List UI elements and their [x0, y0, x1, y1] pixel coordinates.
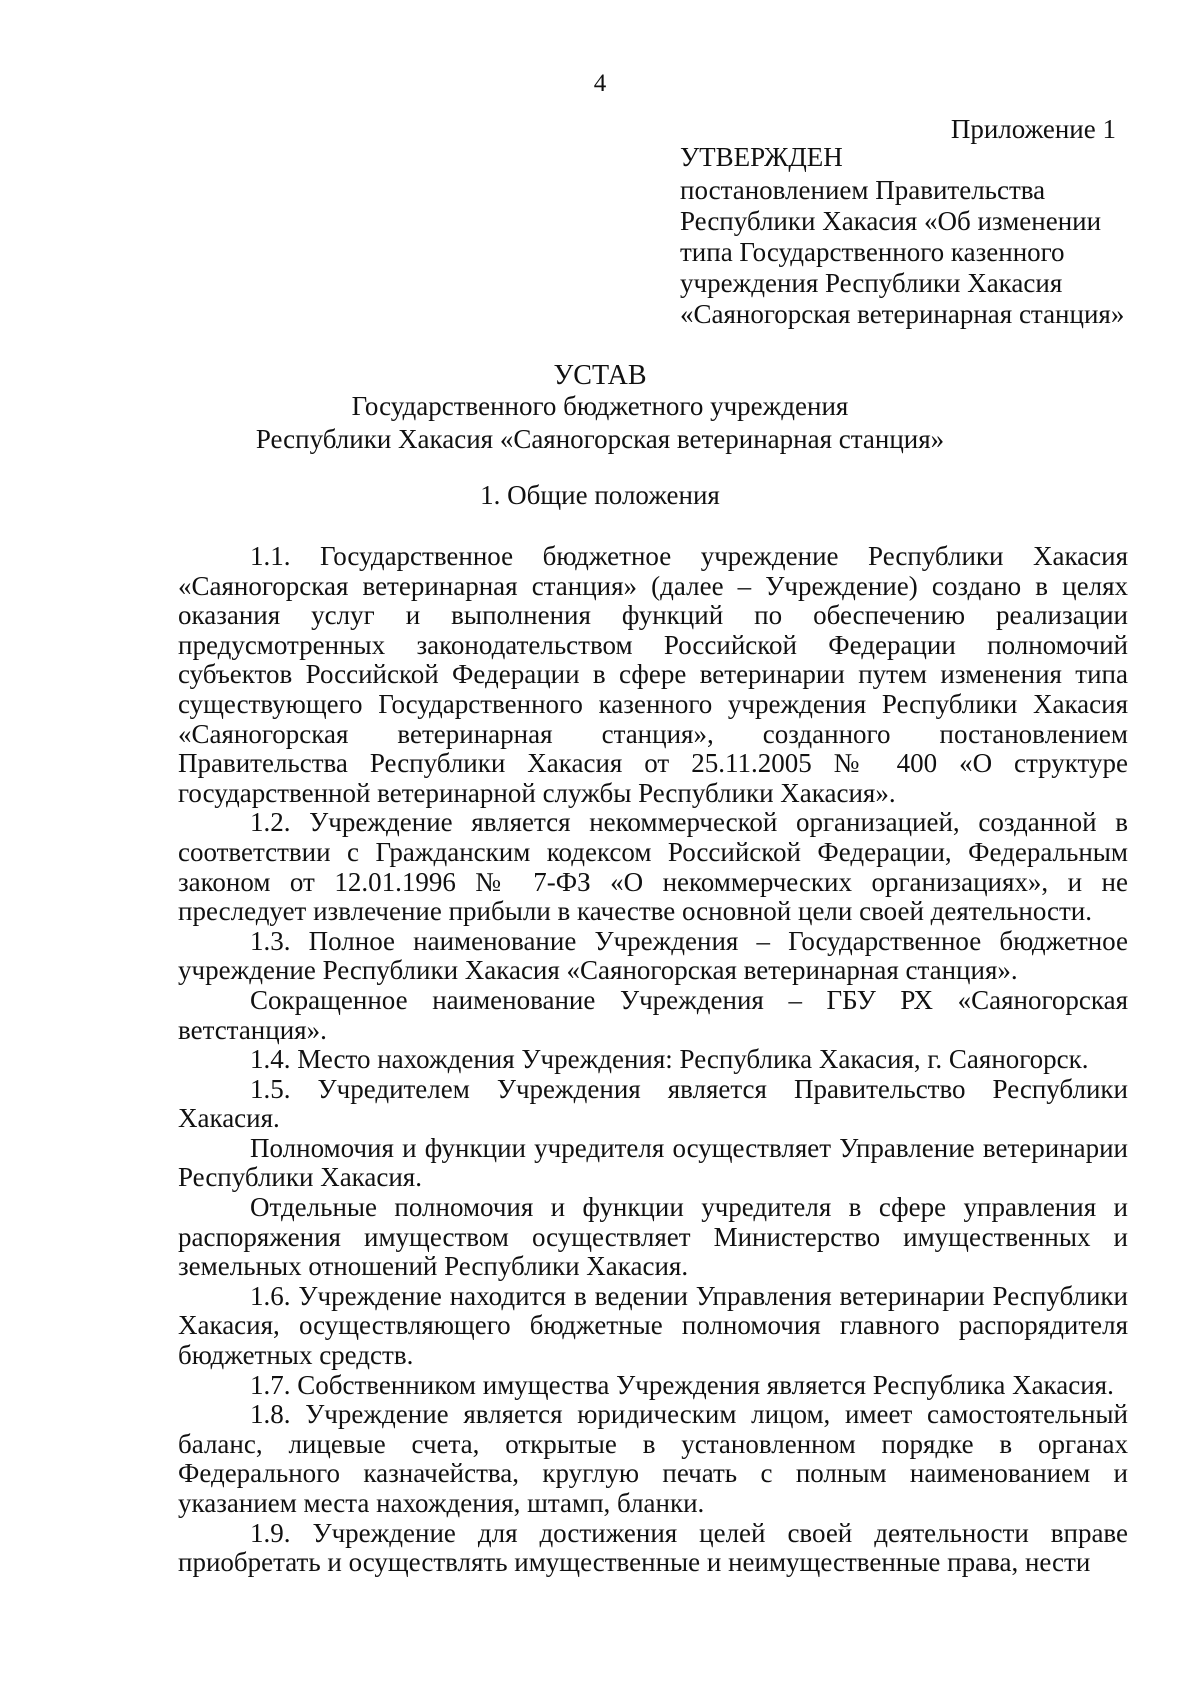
approval-line: «Саяногорская ветеринарная станция»: [680, 299, 1125, 329]
page-number: 4: [593, 70, 607, 97]
approval-line: Республики Хакасия «Об изменении: [680, 206, 1102, 236]
approval-line: учреждения Республики Хакасия: [680, 268, 1063, 298]
paragraph-1-5: 1.5. Учредителем Учреждения является Правительство Республики Хакасия.: [178, 1073, 1128, 1134]
paragraph-1-9: 1.9. Учреждение для достижения целей своей деятельности вправе приобретать и осуществлять имущественные и неимущественные права, нести: [178, 1517, 1128, 1578]
paragraph-1-1: 1.1. Государственное бюджетное учреждение Республики Хакасия «Саяногорская ветеринарная станция» (далее – Учреждение) создано в целях оказания услуг и выполнения функций по обеспечению реализации предусмотренных законодательством Российской Федерации полномочий субъектов Российской Федерации в сфере ветеринарии путем изменения типа существующего Государственного казенного учреждения Республики Хакасия «Саяногорская ветеринарная станция», созданного постановлением Правительства Республики Хакасия от 25.11.2005 № 400 «О структуре государственной ветеринарной службы Республики Хакасия».: [178, 541, 1128, 808]
section-title: 1. Общие положения: [480, 480, 720, 510]
approval-block: [680, 142, 1140, 330]
charter-subtitle-line: Республики Хакасия «Саяногорская ветеринарная станция»: [255, 424, 945, 454]
paragraph-founder-powers: Полномочия и функции учредителя осуществляет Управление ветеринарии Республики Хакасия.: [178, 1132, 1128, 1193]
paragraph-property-powers: Отдельные полномочия и функции учредителя в сфере управления и распоряжения имуществом осуществляет Министерство имущественных и земельных отношений Республики Хакасия.: [178, 1192, 1128, 1282]
approval-line: постановлением Правительства: [680, 175, 1046, 205]
charter-title: УСТАВ: [553, 360, 647, 391]
paragraph-short-name: Сокращенное наименование Учреждения – ГБУ РХ «Саяногорская ветстанция».: [178, 984, 1128, 1045]
approved-heading: УТВЕРЖДЕН: [680, 142, 843, 172]
appendix-label: Приложение 1: [950, 114, 1116, 144]
paragraph-1-7: 1.7. Собственником имущества Учреждения является Республика Хакасия.: [250, 1369, 1114, 1400]
paragraph-1-2: 1.2. Учреждение является некоммерческой организацией, созданной в соответствии с Гражданским кодексом Российской Федерации, Федеральным законом от 12.01.1996 № 7-ФЗ «О некоммерческих организациях», и не преследует извлечение прибыли в качестве основной цели своей деятельности.: [178, 807, 1128, 927]
paragraph-1-6: 1.6. Учреждение находится в ведении Управления ветеринарии Республики Хакасия, осуществляющего бюджетные полномочия главного распорядителя бюджетных средств.: [178, 1280, 1128, 1371]
paragraph-1-4: 1.4. Место нахождения Учреждения: Республика Хакасия, г. Саяногорск.: [250, 1044, 1089, 1075]
section-body: [178, 542, 1128, 1578]
paragraph-1-8: 1.8. Учреждение является юридическим лицом, имеет самостоятельный баланс, лицевые счета, открытые в установленном порядке в органах Федерального казначейства, круглую печать с полным наименованием и указанием места нахождения, штамп, бланки.: [178, 1399, 1128, 1518]
charter-subtitle-line: Государственного бюджетного учреждения: [351, 391, 849, 421]
approval-line: типа Государственного казенного: [680, 237, 1065, 267]
charter-subtitle: [0, 390, 1200, 456]
paragraph-1-3: 1.3. Полное наименование Учреждения – Государственное бюджетное учреждение Республики Хакасия «Саяногорская ветеринарная станция».: [178, 925, 1128, 986]
